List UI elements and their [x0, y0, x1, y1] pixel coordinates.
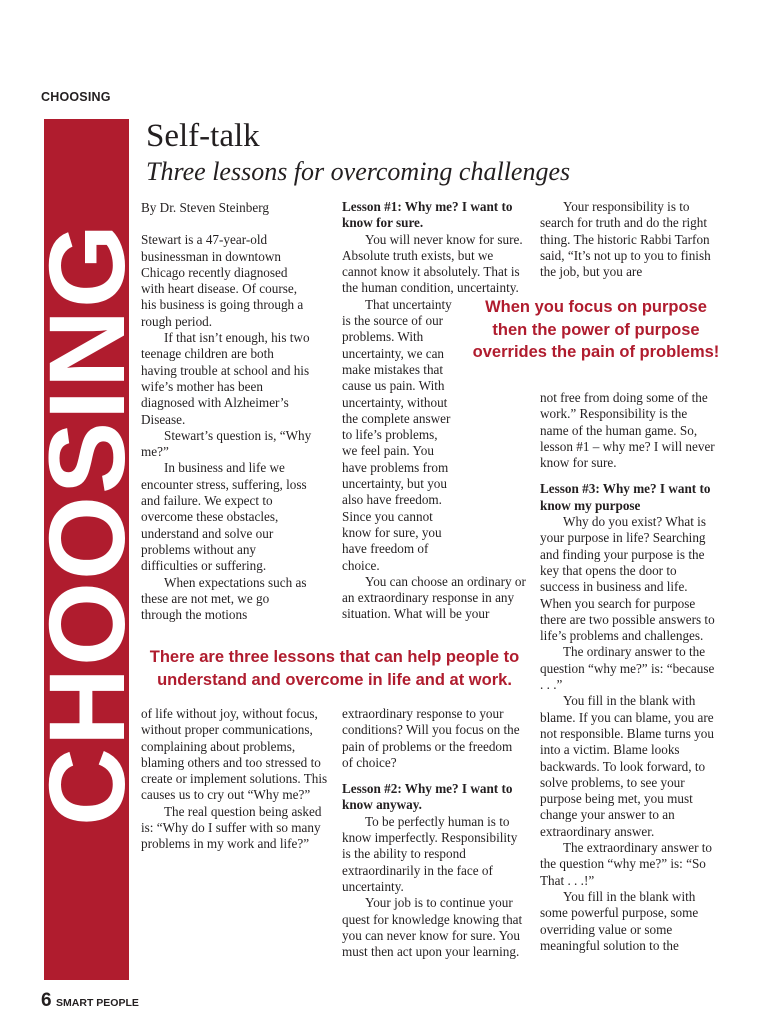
pull-quote-three-lessons: There are three lessons that can help people to understand and overcome in life and at work.: [149, 648, 520, 689]
column-2-bottom: [342, 706, 526, 960]
section-label: CHOOSING: [41, 90, 111, 104]
byline: By Dr. Steven Steinberg: [141, 200, 269, 215]
paragraph: You fill in the blank with blame. If you can blame, you are not responsible. Blame turns you into a victim. Blame looks backwards. To look forward, to solve problems, to see your purpose being met, you must change your answer to an extraordinary answer.: [540, 693, 714, 839]
column-2-top: [342, 199, 526, 623]
paragraph: Stewart’s question is, “Why me?”: [141, 427, 312, 460]
paragraph: You will never know for sure. Absolute truth exists, but we cannot know it absolutely. That is the human condition, uncertainty.: [342, 231, 523, 296]
paragraph: That uncertainty is the source of our problems. With uncertainty, we can make mistakes that cause us pain. With uncertainty, without the complete answer to life’s problems, we feel pain. You have problems from uncertainty, but you also have freedom. Since you cannot know for sure, you have freedom of choice.: [342, 296, 452, 573]
paragraph: of life without joy, without focus, without proper communications, complaining about problems, blaming others and too stressed to create or implement solutions. This causes us to cry out “Why me?”: [141, 706, 328, 803]
column-3-lower: [540, 390, 718, 954]
paragraph: To be perfectly human is to know imperfectly. Responsibility is the ability to respond extraordinarily in the face of uncertainty.: [342, 813, 518, 894]
paragraph: extraordinary response to your conditions? Will you focus on the pain of problems or the freedom of choice?: [342, 706, 520, 770]
article-subtitle: Three lessons for overcoming challenges: [146, 157, 571, 186]
lesson-1-heading: Lesson #1: Why me? I want to know for sure.: [342, 199, 513, 231]
section-side-banner: [25, 119, 147, 980]
paragraph: not free from doing some of the work.” Responsibility is the name of the human game. So, lesson #1 – why me? I will never know for sure.: [540, 390, 715, 471]
magazine-name: SMART PEOPLE: [56, 997, 139, 1009]
lesson-2-heading: Lesson #2: Why me? I want to know anyway.: [342, 781, 513, 813]
page-number: 6: [41, 990, 52, 1011]
lesson-3-heading: Lesson #3: Why me? I want to know my purpose: [540, 481, 711, 513]
paragraph: The ordinary answer to the question “why me?” is: “because . . .”: [540, 644, 715, 693]
paragraph: Your responsibility is to search for truth and do the right thing. The historic Rabbi Tarfon said, “It’s not up to you to finish the job, but you are: [540, 199, 711, 280]
column-1-bottom: [141, 706, 329, 853]
paragraph: Stewart is a 47-year-old businessman in downtown Chicago recently diagnosed with heart disease. Of course, his business is going through a rough period.: [141, 232, 304, 329]
paragraph: In business and life we encounter stress, suffering, loss and failure. We expect to overcome these obstacles, understand and solve our problems without any difficulties or suffering.: [141, 460, 307, 574]
paragraph: Why do you exist? What is your purpose in life? Searching and finding your purpose is the key that opens the door to success in business and life. When you search for purpose there are two possible answers to life’s problems and challenges.: [540, 514, 715, 644]
paragraph: Your job is to continue your quest for knowledge knowing that you can never know for sure. You must then act upon your learning.: [342, 895, 523, 960]
article-title: Self-talk: [146, 118, 260, 154]
paragraph: You can choose an ordinary or an extraordinary response in any situation. What will be your: [342, 573, 526, 622]
paragraph: The real question being asked is: “Why do I suffer with so many problems in my work and life?”: [141, 803, 322, 852]
section-side-word: CHOOSING: [25, 221, 147, 827]
paragraph: The extraordinary answer to the question “why me?” is: “So That . . .!”: [540, 840, 713, 888]
column-3-top: [540, 199, 718, 280]
page-footer: [41, 990, 139, 1012]
paragraph: When expectations such as these are not met, we go through the motions: [141, 574, 307, 623]
pull-quote-purpose: When you focus on purpose then the power of purpose overrides the pain of problems!: [472, 298, 720, 361]
column-1-top: [141, 200, 313, 623]
paragraph: If that isn’t enough, his two teenage children are both having trouble at school and his wife’s mother has been diagnosed with Alzheimer’s Disease.: [141, 330, 310, 427]
paragraph: You fill in the blank with some powerful purpose, some overriding value or some meaningful solution to the: [540, 888, 699, 953]
